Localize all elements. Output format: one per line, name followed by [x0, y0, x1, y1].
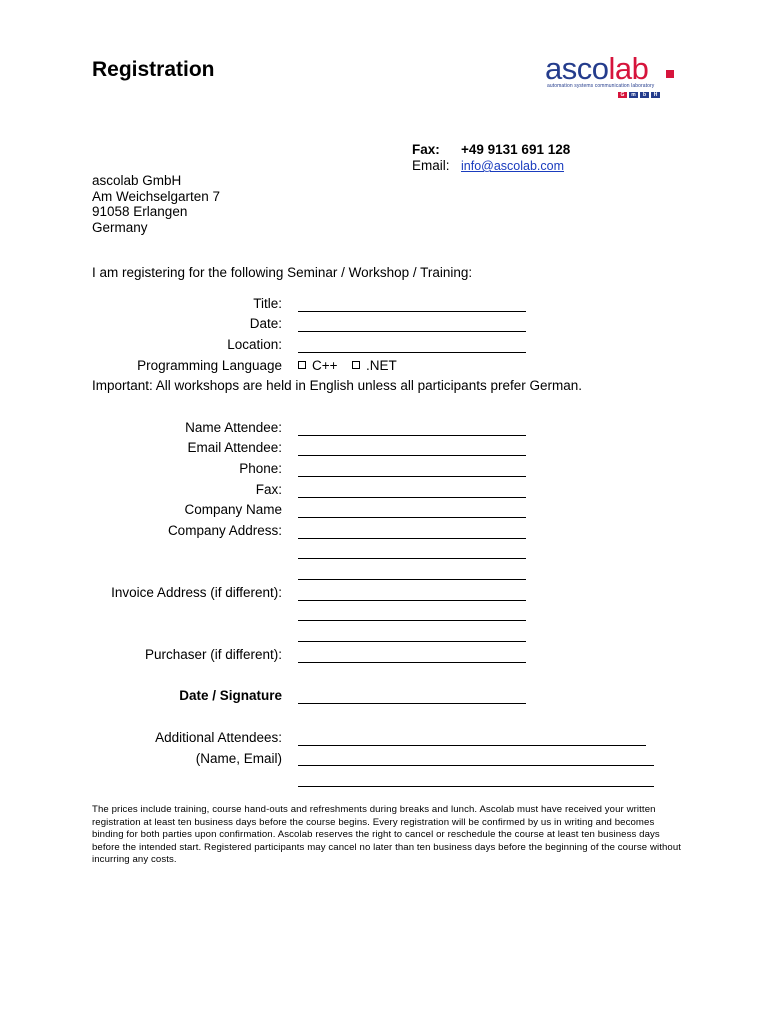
company-name-field[interactable]	[298, 517, 526, 518]
purchaser-label: Purchaser (if different):	[144, 647, 282, 662]
logo-dot	[666, 70, 674, 78]
phone-field[interactable]	[298, 476, 526, 477]
invoice-address-field-1[interactable]	[298, 600, 526, 601]
intro-text: I am registering for the following Seminar / Workshop / Training:	[92, 265, 473, 280]
logo-box: G	[618, 92, 627, 98]
additional-attendees-field-3[interactable]	[298, 786, 654, 787]
address-line: 91058 Erlangen	[92, 204, 188, 219]
company-address-field-1[interactable]	[298, 538, 526, 539]
company-address-block	[92, 173, 220, 235]
email-label: Email:	[412, 158, 450, 173]
name-email-label: (Name, Email)	[195, 751, 282, 766]
address-line: ascolab GmbH	[92, 173, 182, 188]
location-field[interactable]	[298, 352, 526, 353]
logo-text-asco: asco	[545, 51, 609, 86]
additional-attendees-field-2[interactable]	[298, 765, 654, 766]
ascolab-logo	[545, 52, 677, 102]
logo-text-lab: lab	[608, 51, 649, 86]
option-cpp-label: C++	[312, 358, 338, 373]
fax-value: +49 9131 691 128	[461, 142, 571, 157]
date-field[interactable]	[298, 331, 526, 332]
title-label: Title:	[253, 296, 282, 311]
logo-subtitle: automation systems communication laboratory	[547, 83, 655, 89]
invoice-address-field-2[interactable]	[298, 620, 526, 621]
company-address-field-2[interactable]	[298, 558, 526, 559]
invoice-address-label: Invoice Address (if different):	[111, 585, 282, 600]
name-attendee-field[interactable]	[298, 435, 526, 436]
option-net[interactable]	[352, 358, 397, 374]
address-line: Germany	[92, 219, 148, 235]
fax-label: Fax:	[412, 142, 440, 157]
additional-attendees-field-1[interactable]	[298, 745, 646, 746]
email-link[interactable]: info@ascolab.com	[461, 159, 565, 173]
option-net-label: .NET	[366, 358, 397, 373]
email-attendee-label: Email Attendee:	[187, 440, 282, 455]
company-address-label: Company Address:	[167, 523, 282, 538]
logo-box: m	[629, 92, 638, 98]
date-signature-label: Date / Signature	[179, 688, 282, 703]
additional-attendees-label: Additional Attendees:	[155, 730, 282, 745]
email-attendee-field[interactable]	[298, 455, 526, 456]
purchaser-field[interactable]	[298, 662, 526, 663]
checkbox-icon	[298, 361, 306, 369]
date-label: Date:	[249, 316, 282, 331]
option-cpp[interactable]	[298, 358, 338, 374]
company-name-label: Company Name	[184, 502, 282, 517]
logo-box: H	[651, 92, 660, 98]
title-field[interactable]	[298, 311, 526, 312]
location-label: Location:	[227, 337, 282, 352]
date-signature-field[interactable]	[298, 703, 526, 704]
page-title: Registration	[92, 58, 215, 81]
phone-label: Phone:	[239, 461, 282, 476]
terms-paragraph: The prices include training, course hand-outs and refreshments during breaks and lunch. Ascolab must have received your written registration at least ten business days before the course begins. Every registration will be confirmed by us in writing and becomes binding for both parties upon confirmation. Ascolab reserves the right to cancel or reschedule the course at least ten business days before the intended start. Registered participants may cancel no later than ten business days before the beginning of the course without incurring any costs.	[92, 804, 682, 865]
company-address-field-3[interactable]	[298, 579, 526, 580]
invoice-address-field-3[interactable]	[298, 641, 526, 642]
fax-field-label: Fax:	[255, 482, 282, 497]
programming-language-label: Programming Language	[137, 358, 282, 373]
logo-boxes	[618, 92, 660, 98]
logo-box: b	[640, 92, 649, 98]
fax-field[interactable]	[298, 497, 526, 498]
name-attendee-label: Name Attendee:	[185, 420, 282, 435]
important-note: Important: All workshops are held in English unless all participants prefer German.	[92, 378, 582, 393]
address-line: Am Weichselgarten 7	[92, 188, 221, 204]
checkbox-icon	[352, 361, 360, 369]
